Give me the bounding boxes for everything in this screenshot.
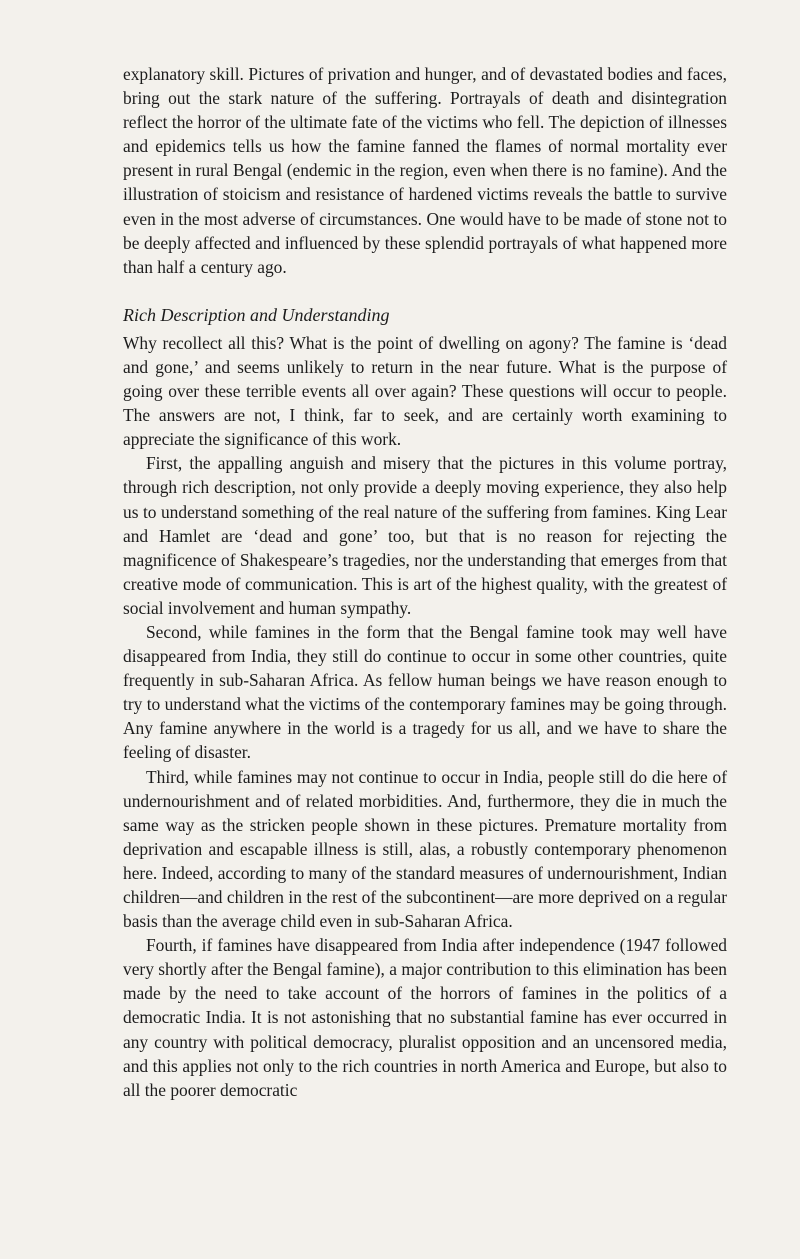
paragraph: Third, while famines may not continue to occur in India, people still do die here of undernourishment and of related morbidities. And, furthermore, they die in much the same way as the stricken people shown in these pictures. Premature mortality from deprivation and escapable illness is still, alas, a robustly contemporary phenomenon here. Indeed, according to many of the standard measures of undernourishment, Indian children—and children in the rest of the subcontinent—are more deprived on a regular basis than the average child even in sub-Saharan Africa.	[123, 766, 727, 932]
paragraph-continued: explanatory skill. Pictures of privation and hunger, and of devastated bodies and faces, bring out the stark nature of the suffering. Portrayals of death and disintegration reflect the horror of the ultimate fate of the victims who fell. The depiction of illnesses and epidemics tells us how the famine fanned the flames of normal mortality ever present in rural Bengal (endemic in the region, even when there is no famine). And the illustration of stoicism and resistance of hardened victims reveals the battle to survive even in the most adverse of circumstances. One would have to be made of stone not to be deeply affected and influenced by these splendid portrayals of what happened more than half a century ago.	[123, 64, 727, 277]
section-heading: Rich Description and Understanding	[123, 304, 390, 325]
paragraph: Why recollect all this? What is the point of dwelling on agony? The famine is ‘dead and gone,’ and seems unlikely to return in the near future. What is the purpose of going over these terrible events all over again? These questions will occur to people. The answers are not, I think, far to seek, and are certainly worth examining to appreciate the significance of this work.	[123, 332, 727, 450]
paragraph: Second, while famines in the form that the Bengal famine took may well have disappeared from India, they still do continue to occur in some other countries, quite frequently in sub-Saharan Africa. As fellow human beings we have reason enough to try to understand what the victims of the contemporary famines may be going through. Any famine anywhere in the world is a tragedy for us all, and we have to share the feeling of disaster.	[123, 621, 727, 763]
paragraph: First, the appalling anguish and misery that the pictures in this volume portray, through rich description, not only provide a deeply moving experience, they also help us to understand something of the real nature of the suffering from famines. King Lear and Hamlet are ‘dead and gone’ too, but that is no reason for rejecting the magnificence of Shakespeare’s tragedies, nor the understanding that emerges from that creative mode of communication. This is art of the highest quality, with the greatest of social involvement and human sympathy.	[123, 453, 727, 618]
paragraph: Fourth, if famines have disappeared from India after independence (1947 followed very shortly after the Bengal famine), a major contribution to this elimination has been made by the need to take account of the horrors of famines in the politics of a democratic India. It is not astonishing that no substantial famine has ever occurred in any country with political democracy, pluralist opposition and an uncensored media, and this applies not only to the rich countries in north America and Europe, but also to all the poorer democratic	[123, 935, 727, 1100]
page-text	[123, 62, 727, 1102]
